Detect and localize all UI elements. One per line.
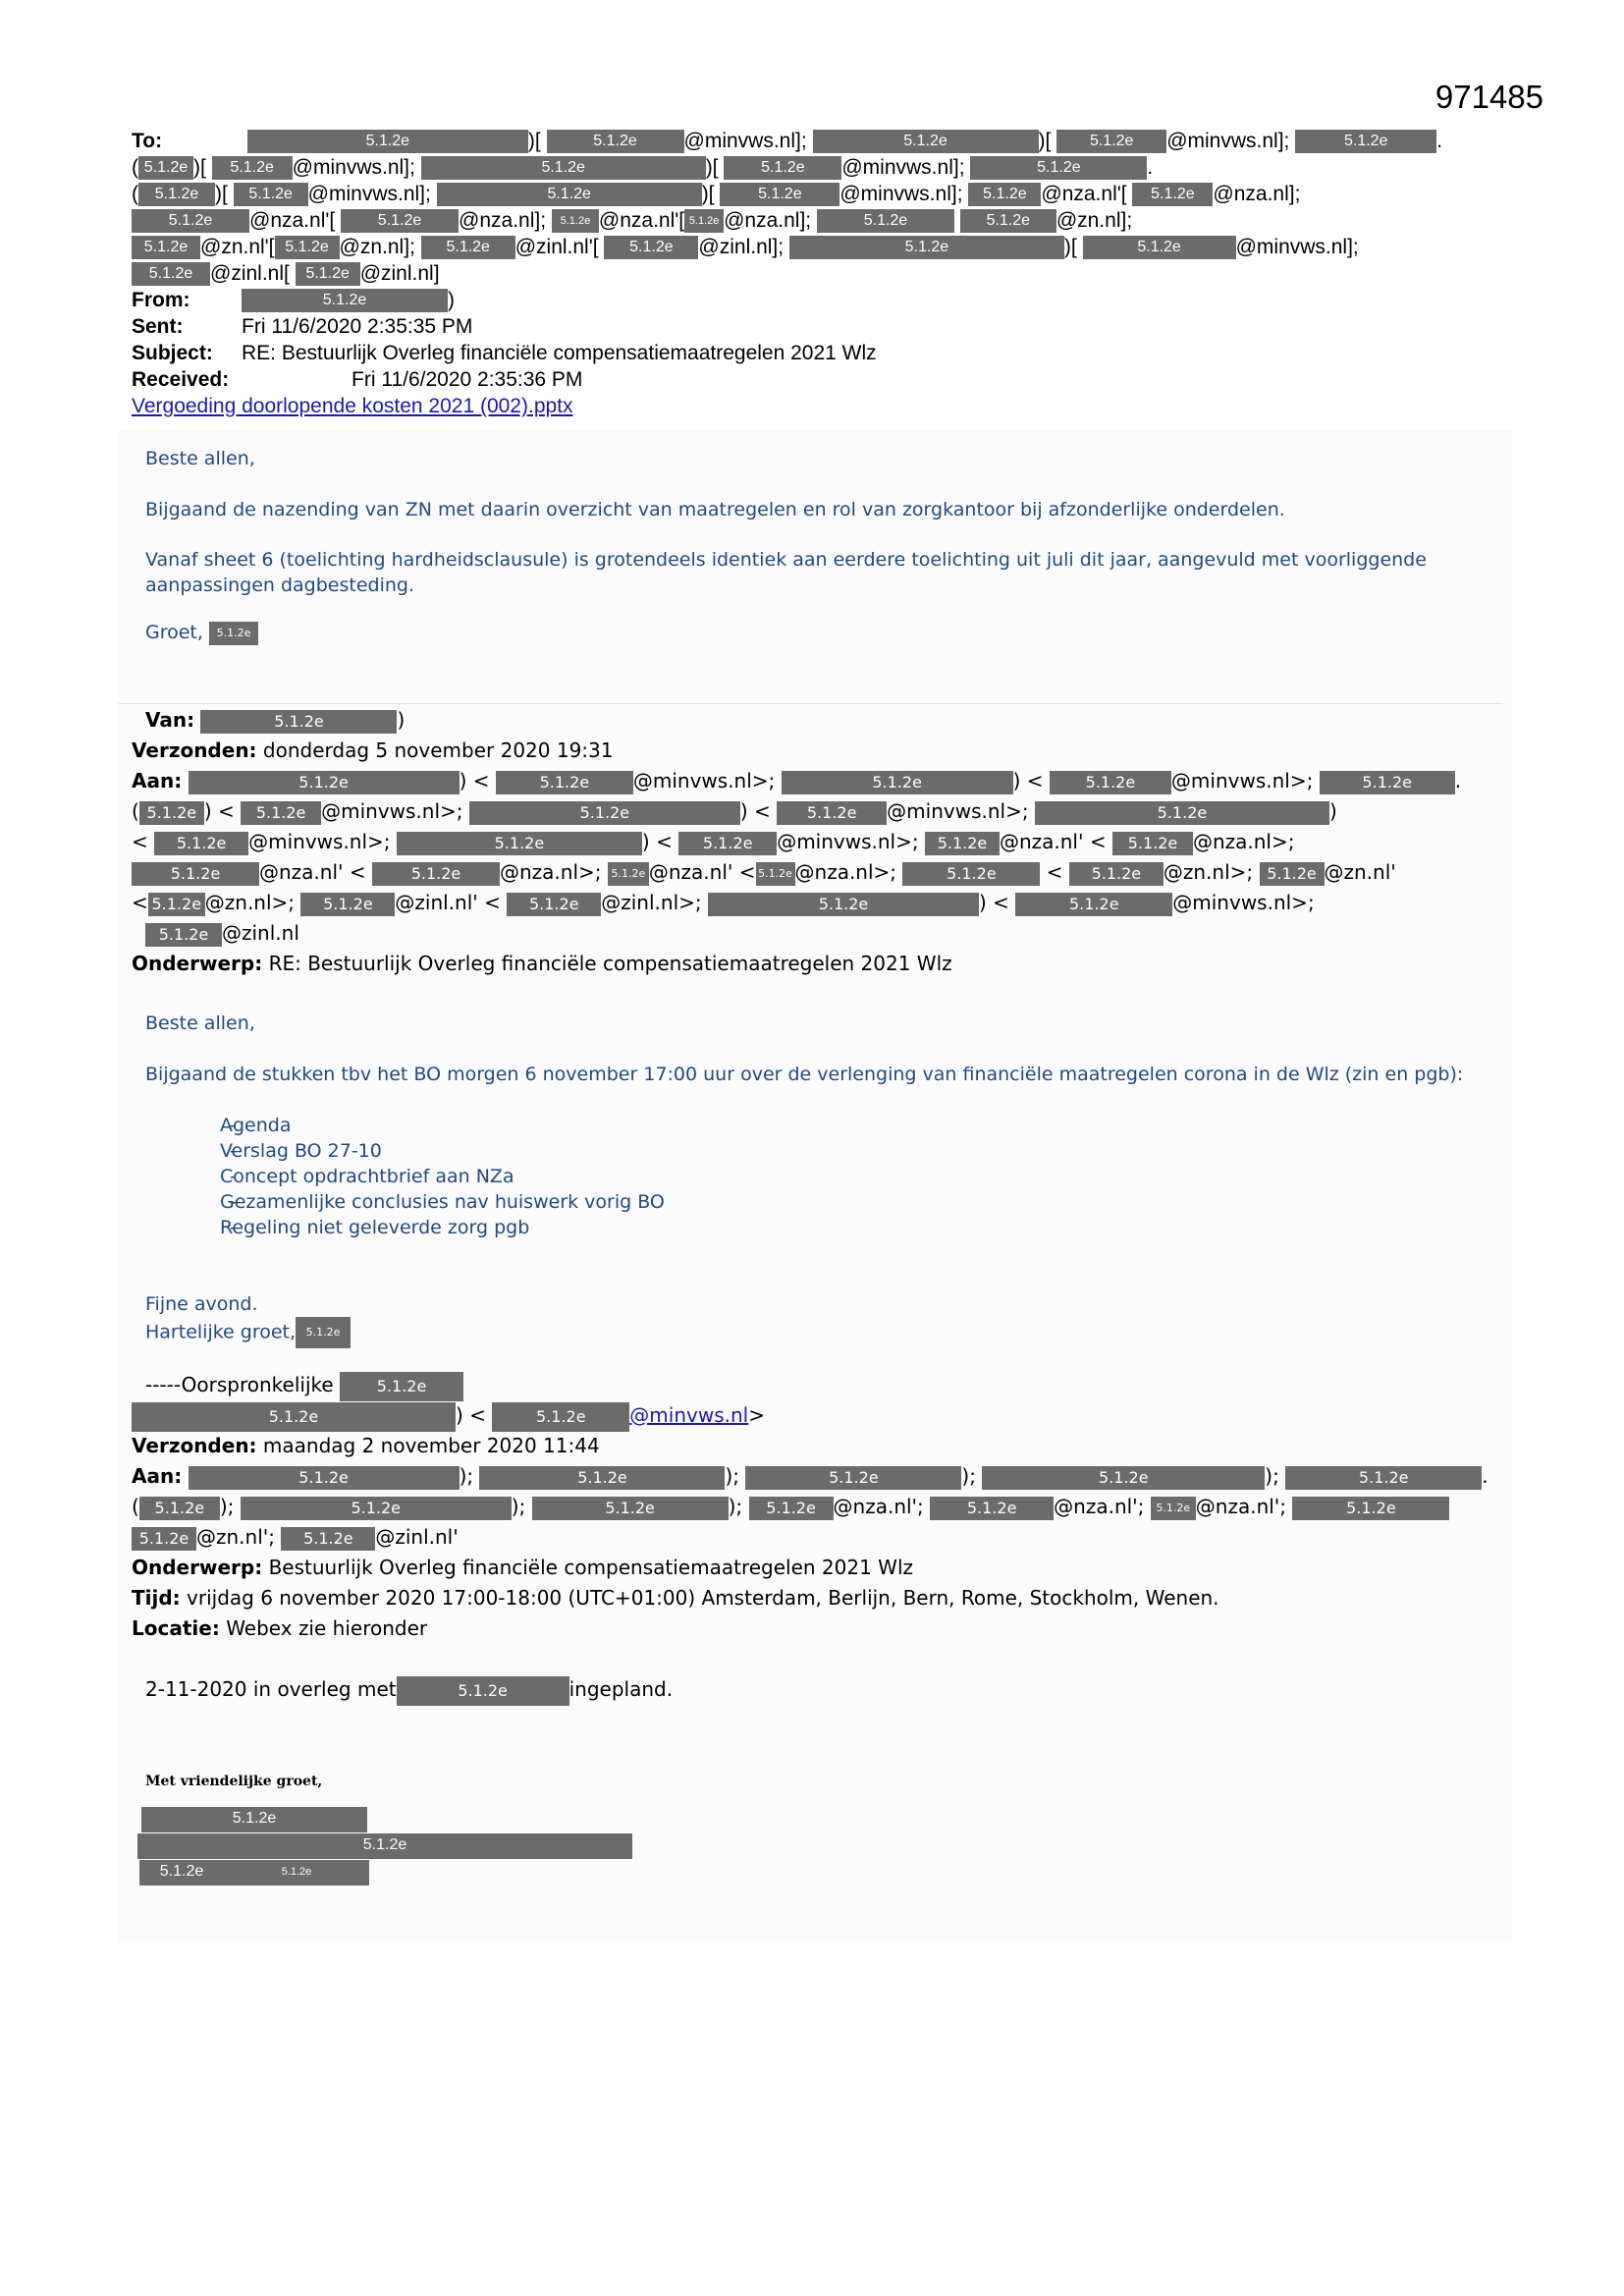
redaction: 5.1.2e xyxy=(275,236,340,259)
msg3-signoff: Met vriendelijke groet, xyxy=(145,1774,323,1789)
redaction: 5.1.2e xyxy=(132,862,259,886)
redaction: 5.1.2e xyxy=(749,1497,834,1520)
redaction: 5.1.2e xyxy=(970,156,1147,180)
sent-value: Fri 11/6/2020 2:35:35 PM xyxy=(242,315,473,338)
redaction: 5.1.2e xyxy=(341,209,459,233)
redaction: 5.1.2e xyxy=(1260,862,1325,886)
redaction: 5.1.2e xyxy=(547,130,684,153)
redaction: 5.1.2e xyxy=(437,183,702,206)
to-label: To: xyxy=(132,130,163,152)
redaction: 5.1.2e xyxy=(209,622,258,645)
msg2-intro: Bijgaand de stukken tbv het BO morgen 6 november 17:00 uur over de verlenging van financiële maatregelen corona in de Wlz (zin en pgb): xyxy=(145,1064,1464,1085)
msg2-van-label: Van: xyxy=(145,708,195,732)
redaction: 5.1.2e xyxy=(745,1466,961,1490)
sent-label: Sent: xyxy=(132,315,184,338)
redaction: 5.1.2e xyxy=(139,1860,224,1886)
redaction: 5.1.2e xyxy=(604,236,698,259)
redaction: 5.1.2e xyxy=(1015,893,1172,916)
redaction: 5.1.2e xyxy=(421,156,706,180)
msg2-verzonden-value: donderdag 5 november 2020 19:31 xyxy=(262,738,614,762)
redaction: 5.1.2e xyxy=(1069,862,1164,886)
msg2-verzonden-line xyxy=(132,736,1506,766)
redaction: 5.1.2e xyxy=(1285,1466,1482,1490)
redaction: 5.1.2e xyxy=(247,130,528,153)
redaction: 5.1.2e xyxy=(397,832,642,855)
redaction: 5.1.2e xyxy=(137,1833,632,1859)
separator xyxy=(118,703,1502,704)
redaction: 5.1.2e xyxy=(1151,1497,1196,1520)
redaction: 5.1.2e xyxy=(925,832,1000,855)
msg2-verzonden-label: Verzonden: xyxy=(132,738,257,762)
redaction: 5.1.2e xyxy=(1292,1497,1449,1520)
msg1-para2: Vanaf sheet 6 (toelichting hardheidsclausule) is grotendeels identiek aan eerdere toelichting uit juli dit jaar, aangevuld met voorliggende aanpassingen dagbesteding. xyxy=(145,549,1427,596)
redaction: 5.1.2e xyxy=(139,801,204,825)
list-item: - Concept opdrachtbrief aan NZa xyxy=(145,1164,1490,1189)
redaction: 5.1.2e xyxy=(189,1466,460,1490)
redaction: 5.1.2e xyxy=(132,209,249,233)
redaction: 5.1.2e xyxy=(492,1402,629,1432)
redaction: 5.1.2e xyxy=(1112,832,1193,855)
to-line: 5.1.2e @zn.nl'[ 5.1.2e @zn.nl]; 5.1.2e @zinl.nl'[ 5.1.2e @zinl.nl]; 5.1.2e )[ 5.1.2e @minvws.nl]; xyxy=(132,234,1487,260)
redaction: 5.1.2e xyxy=(777,801,887,825)
redaction: 5.1.2e xyxy=(138,156,193,180)
redaction: 5.1.2e xyxy=(141,1807,367,1832)
redaction: 5.1.2e xyxy=(212,156,293,180)
redaction: 5.1.2e xyxy=(241,801,321,825)
msg3-aan-label: Aan: xyxy=(132,1464,183,1488)
redaction: 5.1.2e xyxy=(684,209,724,233)
msg2-aan-line: < 5.1.2e @zn.nl>; 5.1.2e @zinl.nl' < 5.1.2e @zinl.nl>; 5.1.2e ) < 5.1.2e @minvws.nl>; xyxy=(132,891,1315,914)
redaction: 5.1.2e xyxy=(132,236,200,259)
redaction: 5.1.2e xyxy=(145,923,222,947)
redaction: 5.1.2e xyxy=(148,893,205,916)
msg3-note-line xyxy=(145,1674,1520,1706)
redaction: 5.1.2e xyxy=(139,1497,220,1520)
redaction: 5.1.2e xyxy=(532,1497,729,1520)
received-label: Received: xyxy=(132,368,230,391)
redaction: 5.1.2e xyxy=(608,862,649,886)
redaction: 5.1.2e xyxy=(552,209,599,233)
redaction: 5.1.2e xyxy=(678,832,777,855)
redaction: 5.1.2e xyxy=(1035,801,1329,825)
msg3-locatie-line xyxy=(132,1613,1506,1644)
msg3-note-suffix: ingepland. xyxy=(568,1677,674,1701)
redaction: 5.1.2e xyxy=(132,1527,196,1551)
redaction: 5.1.2e xyxy=(708,893,979,916)
from-line: From: 5.1.2e ) xyxy=(132,289,455,311)
msg3-onderwerp-line xyxy=(132,1553,1506,1583)
redaction: 5.1.2e xyxy=(817,209,954,233)
msg3-original-label: -----Oorspronkelijke xyxy=(145,1373,334,1396)
from-label: From: xyxy=(132,289,190,311)
redaction: 5.1.2e xyxy=(930,1497,1054,1520)
msg2-closing2-line xyxy=(145,1317,1490,1348)
received-line xyxy=(132,366,1487,393)
redaction: 5.1.2e xyxy=(756,862,795,886)
redaction: 5.1.2e xyxy=(782,771,1013,794)
redaction: 5.1.2e xyxy=(296,1317,351,1348)
msg2-aan-line: 5.1.2e @zinl.nl xyxy=(132,918,1506,949)
redaction: 5.1.2e xyxy=(982,1466,1265,1490)
msg1-closing: Groet, xyxy=(145,622,203,643)
redaction: 5.1.2e xyxy=(1320,771,1455,794)
redaction: 5.1.2e xyxy=(507,893,601,916)
redaction: 5.1.2e xyxy=(1295,130,1436,153)
document-number: 971485 xyxy=(1435,79,1543,115)
redaction: 5.1.2e xyxy=(224,1860,369,1886)
list-item: - Agenda xyxy=(145,1113,1490,1138)
msg3-verzonden-label: Verzonden: xyxy=(132,1434,257,1457)
msg1-para1: Bijgaand de nazending van ZN met daarin overzicht van maatregelen en rol van zorgkantoor bij afzonderlijke onderdelen. xyxy=(145,499,1285,520)
received-value: Fri 11/6/2020 2:35:36 PM xyxy=(352,368,583,391)
to-line: 5.1.2e @zinl.nl[ 5.1.2e @zinl.nl] xyxy=(132,260,1487,287)
msg2-closing2: Hartelijke groet, xyxy=(145,1321,297,1343)
email-header xyxy=(132,128,1487,419)
msg2-onderwerp-value: RE: Bestuurlijk Overleg financiële compensatiemaatregelen 2021 Wlz xyxy=(268,952,952,975)
redaction: 5.1.2e xyxy=(189,771,460,794)
redaction: 5.1.2e xyxy=(813,130,1039,153)
redaction: 5.1.2e xyxy=(132,1402,456,1432)
redaction: 5.1.2e xyxy=(1056,130,1166,153)
redaction: 5.1.2e xyxy=(496,771,633,794)
subject-value: RE: Bestuurlijk Overleg financiële compensatiemaatregelen 2021 Wlz xyxy=(242,342,877,364)
msg3-note-prefix: 2-11-2020 in overleg met xyxy=(145,1677,397,1701)
redaction: 5.1.2e xyxy=(296,262,360,286)
msg2-aan-line: Aan: 5.1.2e ) < 5.1.2e @minvws.nl>; 5.1.2e ) < 5.1.2e @minvws.nl>; 5.1.2e . xyxy=(132,769,1462,793)
msg2-aan-line: ( 5.1.2e ) < 5.1.2e @minvws.nl>; 5.1.2e ) < 5.1.2e @minvws.nl>; 5.1.2e ) xyxy=(132,799,1337,823)
msg3-tijd-value: vrijdag 6 november 2020 17:00-18:00 (UTC+01:00) Amsterdam, Berlijn, Bern, Rome, Stockholm, Wenen. xyxy=(187,1586,1219,1610)
redaction: 5.1.2e xyxy=(372,862,500,886)
redaction: 5.1.2e xyxy=(397,1676,569,1706)
msg2-aan-label: Aan: xyxy=(132,769,183,793)
list-item: - Regeling niet geleverde zorg pgb xyxy=(145,1215,1490,1240)
msg3-email-link[interactable]: @minvws.nl xyxy=(629,1403,749,1427)
msg2-list xyxy=(145,1113,1490,1240)
redaction: 5.1.2e xyxy=(138,183,215,206)
redaction: 5.1.2e xyxy=(242,289,448,312)
redaction: 5.1.2e xyxy=(281,1527,375,1551)
redaction: 5.1.2e xyxy=(241,1497,512,1520)
msg3-tijd-line xyxy=(132,1583,1506,1613)
list-item: - Verslag BO 27-10 xyxy=(145,1138,1490,1164)
msg3-verzonden-line xyxy=(132,1431,1506,1461)
msg3-locatie-value: Webex zie hieronder xyxy=(226,1616,428,1640)
redaction: 5.1.2e xyxy=(200,710,397,734)
msg3-aan-line: Aan: 5.1.2e ); 5.1.2e ); 5.1.2e ); 5.1.2e ); 5.1.2e . xyxy=(132,1464,1489,1488)
msg2-greeting: Beste allen, xyxy=(145,1012,255,1034)
attachment-line xyxy=(132,393,1487,419)
msg3-onderwerp-label: Onderwerp: xyxy=(132,1556,263,1579)
subject-line xyxy=(132,340,1487,366)
msg3-tijd-label: Tijd: xyxy=(132,1586,181,1610)
subject-label: Subject: xyxy=(132,342,213,364)
msg2-onderwerp-label: Onderwerp: xyxy=(132,952,263,975)
msg3-locatie-label: Locatie: xyxy=(132,1616,220,1640)
redaction: 5.1.2e xyxy=(1083,236,1236,259)
sent-line xyxy=(132,313,1487,340)
to-line: ( 5.1.2e )[ 5.1.2e @minvws.nl]; 5.1.2e )[ 5.1.2e @minvws.nl]; 5.1.2e @nza.nl'[ 5.1.2e @nza.nl]; xyxy=(132,183,1301,205)
redaction: 5.1.2e xyxy=(902,862,1040,886)
redaction: 5.1.2e xyxy=(300,893,395,916)
redaction: 5.1.2e xyxy=(968,183,1041,206)
redaction: 5.1.2e xyxy=(1132,183,1213,206)
redaction: 5.1.2e xyxy=(132,262,210,286)
attachment-link[interactable]: Vergoeding doorlopende kosten 2021 (002).pptx xyxy=(132,395,573,417)
to-line: To: 5.1.2e )[ 5.1.2e @minvws.nl]; 5.1.2e )[ 5.1.2e @minvws.nl]; 5.1.2e . xyxy=(132,130,1443,152)
redaction: 5.1.2e xyxy=(724,156,841,180)
msg3-aan-line: ( 5.1.2e ); 5.1.2e ); 5.1.2e ); 5.1.2e @nza.nl'; 5.1.2e @nza.nl'; 5.1.2e @nza.nl'; 5.1.2e xyxy=(132,1492,1506,1522)
msg2-aan-line: < 5.1.2e @minvws.nl>; 5.1.2e ) < 5.1.2e @minvws.nl>; 5.1.2e @nza.nl' < 5.1.2e @nza.nl>; xyxy=(132,830,1295,853)
redaction: 5.1.2e xyxy=(421,236,515,259)
redaction: 5.1.2e xyxy=(960,209,1056,233)
msg2-van-line: Van: 5.1.2e ) xyxy=(145,708,406,732)
msg2-closing1: Fijne avond. xyxy=(145,1293,258,1315)
msg3-original-line xyxy=(132,1370,1506,1401)
msg3-verzonden-value: maandag 2 november 2020 11:44 xyxy=(262,1434,600,1457)
to-line: ( 5.1.2e )[ 5.1.2e @minvws.nl]; 5.1.2e )[ 5.1.2e @minvws.nl]; 5.1.2e . xyxy=(132,156,1154,179)
msg3-onderwerp-value: Bestuurlijk Overleg financiële compensatiemaatregelen 2021 Wlz xyxy=(268,1556,914,1579)
to-line: 5.1.2e @nza.nl'[ 5.1.2e @nza.nl]; 5.1.2e @nza.nl'[ 5.1.2e @nza.nl]; 5.1.2e 5.1.2e @zn.nl]; xyxy=(132,207,1487,234)
redaction: 5.1.2e xyxy=(789,236,1064,259)
redaction: 5.1.2e xyxy=(154,832,248,855)
redaction: 5.1.2e xyxy=(469,801,740,825)
msg3-aan-line: 5.1.2e @zn.nl'; 5.1.2e @zinl.nl' xyxy=(132,1522,1506,1553)
redaction: 5.1.2e xyxy=(234,183,308,206)
msg3-from-line: 5.1.2e ) < 5.1.2e @minvws.nl> xyxy=(132,1400,1506,1432)
list-item: - Gezamenlijke conclusies nav huiswerk vorig BO xyxy=(145,1189,1490,1215)
msg2-onderwerp-line xyxy=(132,949,1506,979)
redaction: 5.1.2e xyxy=(1050,771,1171,794)
redaction: 5.1.2e xyxy=(340,1372,463,1401)
msg1-closing-line xyxy=(145,620,1490,645)
redaction: 5.1.2e xyxy=(720,183,839,206)
msg2-aan-line: 5.1.2e @nza.nl' < 5.1.2e @nza.nl>; 5.1.2e @nza.nl' < 5.1.2e @nza.nl>; 5.1.2e < 5.1.2e @zn.nl>; 5.1.2e @zn.nl' xyxy=(132,857,1506,888)
redaction: 5.1.2e xyxy=(479,1466,725,1490)
msg1-greeting: Beste allen, xyxy=(145,448,255,469)
